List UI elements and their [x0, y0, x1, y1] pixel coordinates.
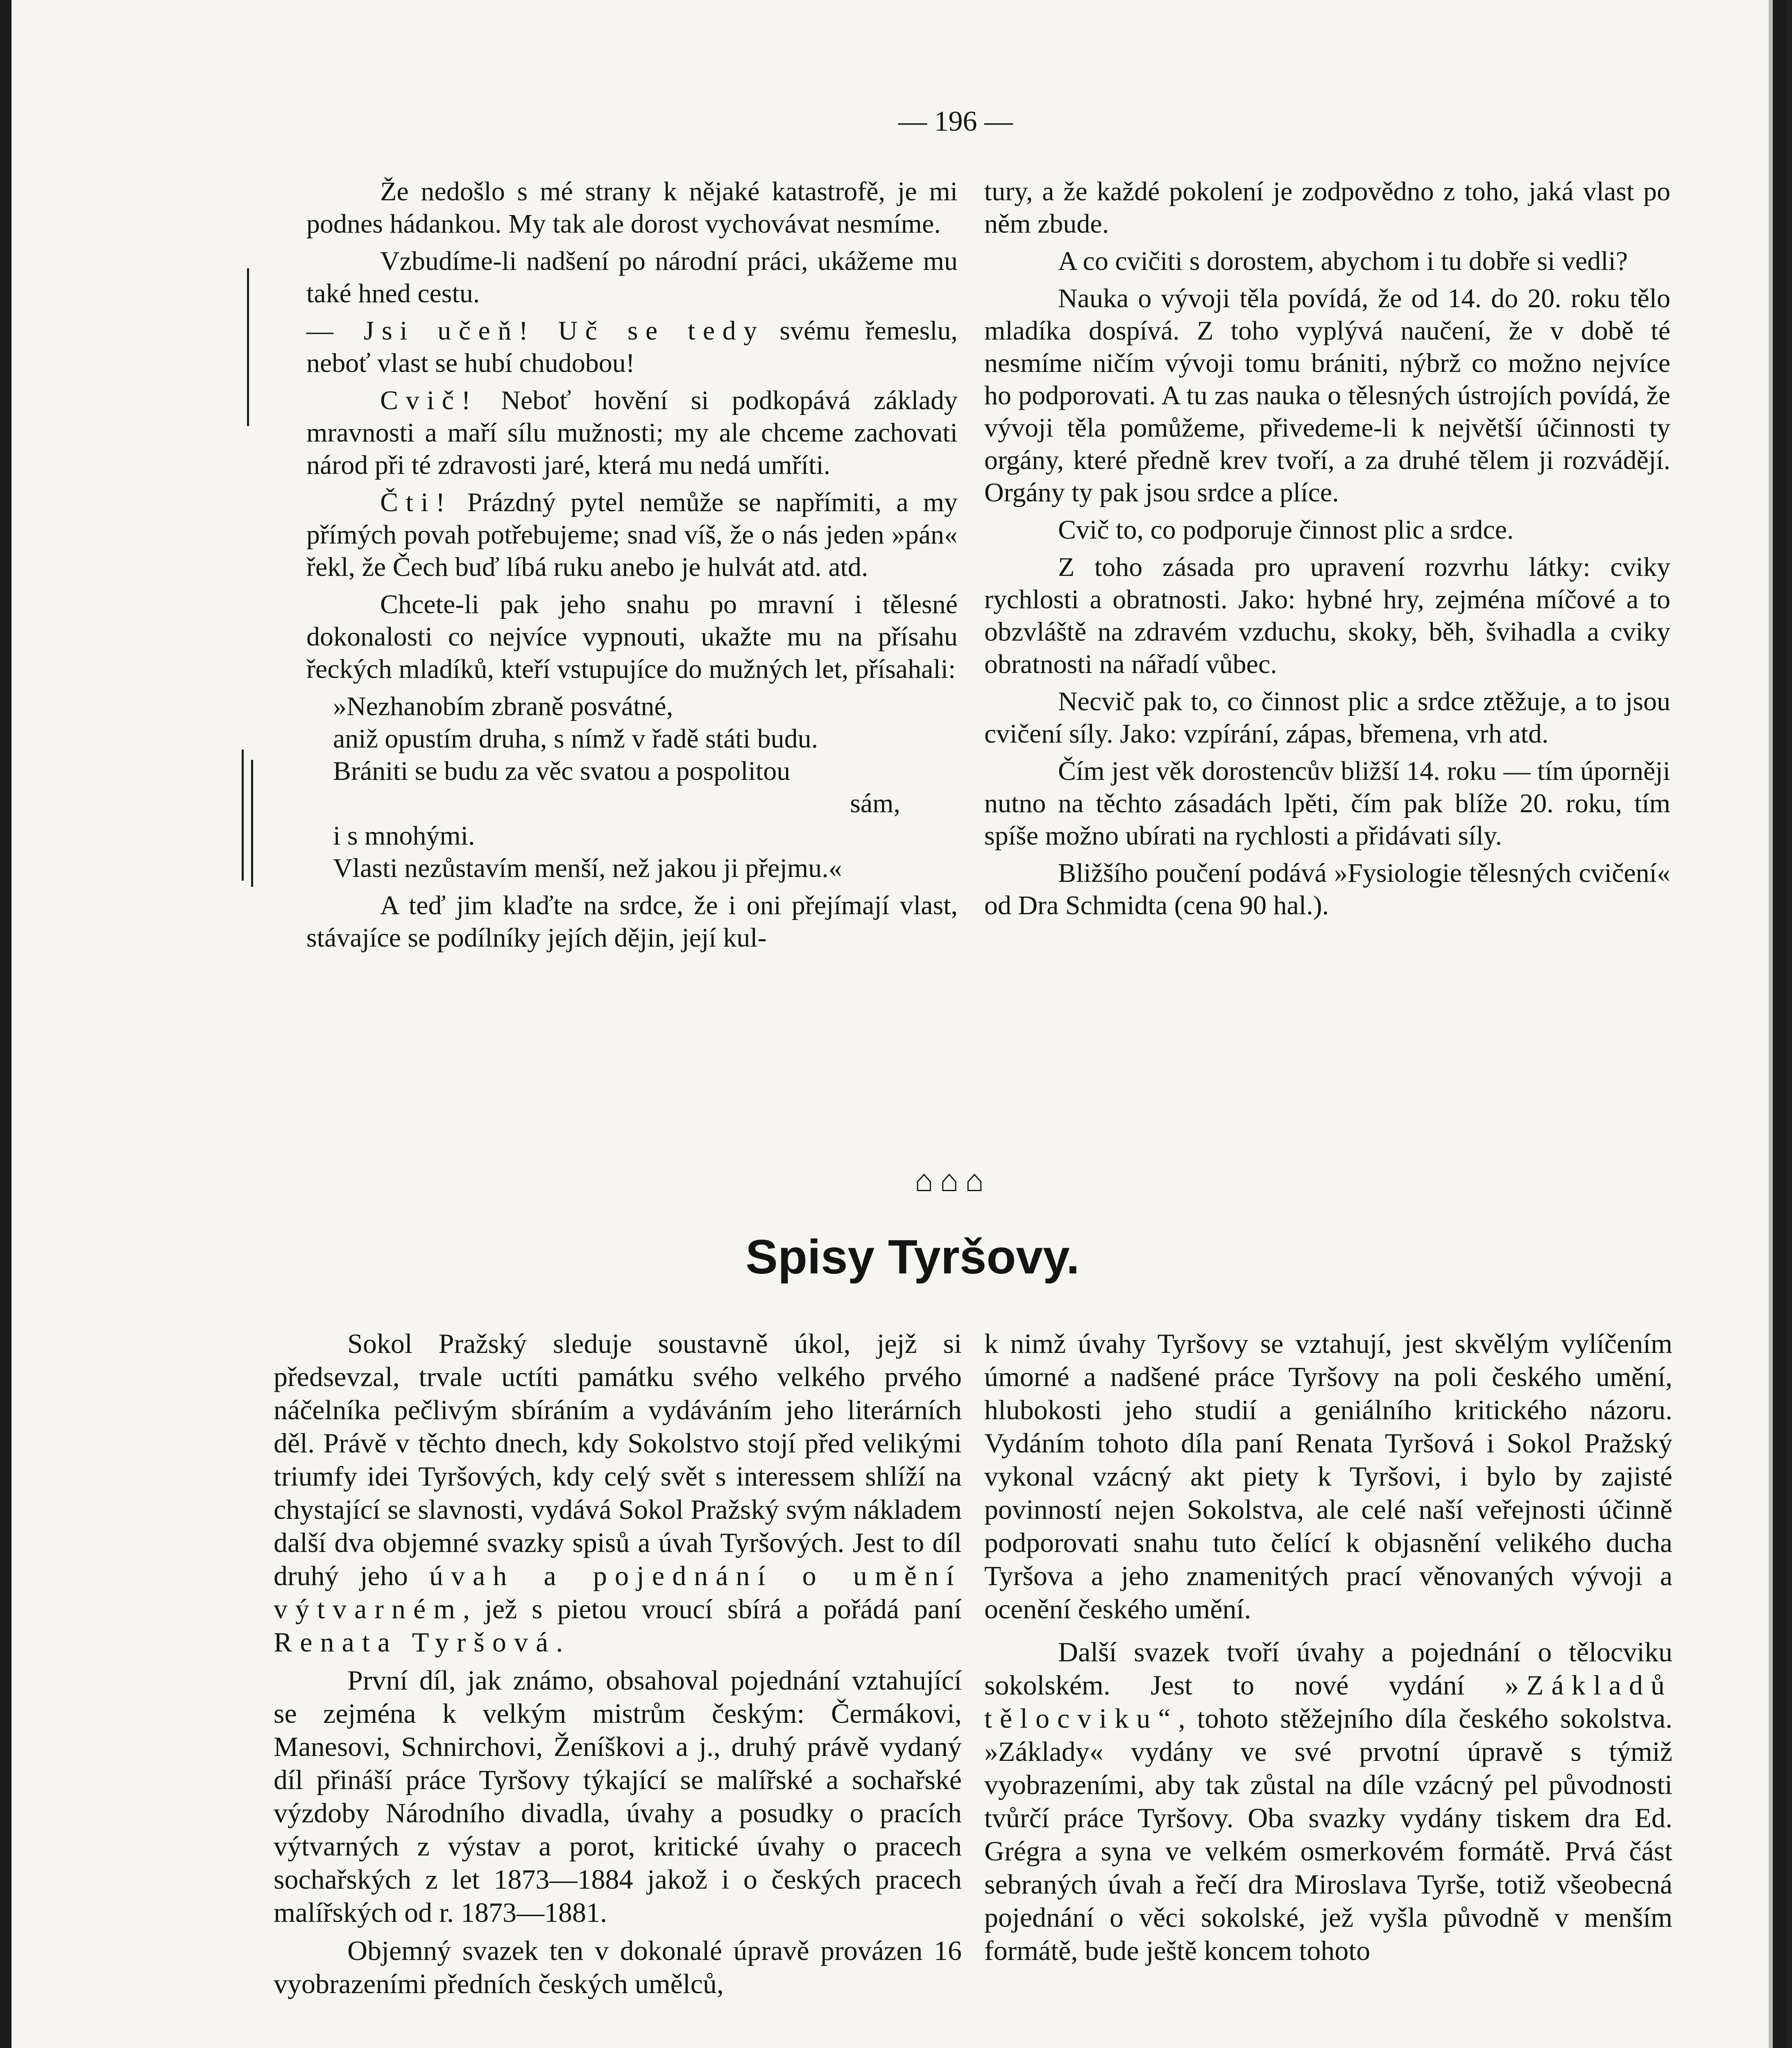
- emphasis-text: — Jsi učeň! Uč se tedy: [306, 316, 765, 346]
- paragraph: A co cvičiti s dorostem, abychom i tu dobře si vedli?: [1058, 246, 1628, 276]
- quote-line: i s mnohými.: [333, 821, 475, 851]
- paragraph: tury, a že každé pokolení je zodpovědno z toho, jaká vlast po něm zbude.: [984, 177, 1670, 239]
- paragraph: A teď jim klaďte na srdce, že i oni přejímají vlast, stávajíce se podílníky jejích dějin, její kul-: [306, 890, 958, 953]
- quote-line: aniž opustím druha, s nímž v řadě státi budu.: [333, 724, 818, 754]
- paragraph: Objemný svazek ten v dokonalé úpravě provázen 16 vyobrazeními předních českých umělců,: [274, 1935, 962, 1999]
- emphasis-text: Cvič!: [380, 385, 478, 415]
- paragraph: k nimž úvahy Tyršovy se vztahují, jest skvělým vylíčením úmorné a nadšené práce Tyršovy na poli českého umění, hlubokosti jeho studií a geniálního kritického názoru. Vydáním tohoto díla paní Renata Tyršová i Sokol Pražský vykonal vzácný akt piety k Tyršovi, i bylo by zajisté povinností nejen Sokolstva, ale celé naší veřejnosti účinně podporovati snahu tuto čelící k objasnění velikého ducha Tyršova a jeho znamenitých prací věnovaných vývoji a ocenění českého umění.: [984, 1328, 1672, 1624]
- paragraph: První díl, jak známo, obsahoval pojednání vztahující se zejména k velkým mistrům českým: Čermákovi, Manesovi, Schnirchovi, Ženíškovi a j., druhý právě vydaný díl přináší práce Tyršovy týkající se malířské a sochařské výzdoby Národního divadla, úvahy a posudky o pracích výtvarných z výstav a porot, kritické úvahy o pracech sochařských z let 1873—1884 jakož i o českých pracech malířských od r. 1873—1881.: [274, 1665, 962, 1928]
- quote-line: Vlasti nezůstavím menší, než jakou ji přejmu.«: [333, 853, 842, 883]
- paragraph: Bližšího poučení podává »Fysiologie tělesných cvičení« od Dra Schmidta (cena 90 hal.).: [984, 858, 1670, 920]
- ornament-divider: ⌂⌂⌂: [915, 1164, 990, 1198]
- quote-line: »Nezhanobím zbraně posvátné,: [333, 691, 673, 721]
- paragraph: Cvič to, co podporuje činnost plic a srdce.: [1058, 515, 1514, 545]
- upper-right-column: [984, 175, 1670, 922]
- paragraph: Čím jest věk dorostencův bližší 14. roku — tím úporněji nutno na těchto zásadách lpěti, čím pak blíže 20. roku, tím spíše možno ubírati na rychlosti a přidávati síly.: [984, 756, 1670, 851]
- paragraph: Vzbudíme-li nadšení po národní práci, ukážeme mu také hned cestu.: [306, 246, 958, 308]
- margin-mark: [242, 750, 244, 881]
- paragraph: [306, 486, 958, 583]
- margin-mark: [247, 268, 249, 426]
- paragraph: [274, 1327, 962, 1659]
- quote-line: sám,: [850, 788, 900, 818]
- paragraph: [306, 384, 958, 481]
- margin-mark: [251, 760, 253, 887]
- lower-right-column: [984, 1327, 1672, 1967]
- scan-edge: [1787, 0, 1792, 2048]
- emphasis-text: Čti!: [380, 487, 453, 517]
- paragraph-text: , tohoto stěžejního díla českého sokolstva. »Základy« vydány ve své prvotní úpravě s týmiž vyobrazeními, aby tak zůstal na díle vzácný pel původnosti tvůrčí práce Tyršovy. Oba svazky vydány tiskem dra Ed. Grégra a syna ve velkém osmerkovém formátě. Prvá část sebraných úvah a řečí dra Miroslava Tyrše, totiž všeobecná pojednání o věci sokolské, jež vyšla původně v menším formátě, bude ještě koncem tohoto: [984, 1703, 1672, 1966]
- paragraph: Chcete-li pak jeho snahu po mravní i tělesné dokonalosti co nejvíce vypnouti, ukažte mu na přísahu řeckých mladíků, kteří vstupujíce do mužných let, přísahali:: [306, 589, 958, 684]
- scanned-page: [11, 0, 1773, 2048]
- emphasis-text: »Základů tělocviku“: [984, 1670, 1672, 1734]
- page-number: — 196 —: [898, 106, 1013, 137]
- paragraph: Z toho zásada pro upravení rozvrhu látky: cviky rychlosti a obratnosti. Jako: hybné hry, zejména míčové a to obzvláště na zdravém vzduchu, skoky, běh, švihadla a cviky obratnosti na nářadí vůbec.: [984, 552, 1670, 679]
- quote-line: Brániti se budu za věc svatou a pospolitou: [333, 756, 791, 786]
- emphasis-text: úvah a pojednání o umění výtvarném: [274, 1560, 962, 1624]
- upper-left-column: [306, 175, 958, 954]
- paragraph-text: , jež s pietou vroucí sbírá a pořádá paní: [463, 1593, 962, 1624]
- emphasis-text: Renata Tyršová: [274, 1627, 556, 1658]
- paragraph: [306, 315, 958, 379]
- paragraph: Necvič pak to, co činnost plic a srdce ztěžuje, a to jsou cvičení síly. Jako: vzpírání, zápas, břemena, vrh atd.: [984, 686, 1670, 749]
- paragraph-text: svému řemeslu, neboť vlast se hubí chudobou!: [306, 316, 958, 378]
- paragraph-text: Neboť hovění si podkopává základy mravnosti a maří sílu mužnosti; my ale chceme zachovati národ při té zdravosti jaré, která mu nedá umříti.: [306, 385, 958, 480]
- paragraph-text: Sokol Pražský sleduje soustavně úkol, jejž si předsevzal, trvale uctíti památku svého velkého prvého náčelníka pečlivým sbíráním a vydáváním jeho literárních děl. Právě v těchto dnech, kdy Sokolstvo stojí před velikými triumfy idei Tyršových, kdy celý svět s interessem shlíží na chystající se slavnosti, vydává Sokol Pražský svým nákladem další dva objemné svazky spisů a úvah Tyršových. Jest to díl druhý jeho: [274, 1328, 962, 1591]
- paragraph: [984, 1636, 1672, 1967]
- paragraph: Že nedošlo s mé strany k nějaké katastrofě, je mi podnes hádankou. My tak ale dorost vychovávat nesmíme.: [306, 177, 958, 239]
- paragraph-text: Prázdný pytel nemůže se napřímiti, a my přímých povah potřebujeme; snad víš, že o nás jeden »pán« řekl, že Čech buď líbá ruku anebo je hulvát atd. atd.: [306, 487, 958, 582]
- lower-left-column: [274, 1327, 962, 2000]
- article-title: Spisy Tyršovy.: [745, 1230, 1080, 1284]
- oath-quote: [306, 690, 958, 884]
- paragraph-text: .: [556, 1627, 563, 1658]
- paragraph-text: Další svazek tvoří úvahy a pojednání o tělocviku sokolském. Jest to nové vydání: [984, 1636, 1672, 1701]
- paragraph: Nauka o vývoji těla povídá, že od 14. do 20. roku tělo mladíka dospívá. Z toho vyplývá naučení, že v době té nesmíme ničím vývoji tomu brániti, nýbrž co možno nejvíce ho podporovati. A tu zas nauka o tělesných ústrojích povídá, že vývoji těla pomůžeme, přivedeme-li k největší účinnosti ty orgány, které předně krev tvoří, a za druhé tělem ji rozvádějí. Orgány ty pak jsou srdce a plíce.: [984, 283, 1670, 507]
